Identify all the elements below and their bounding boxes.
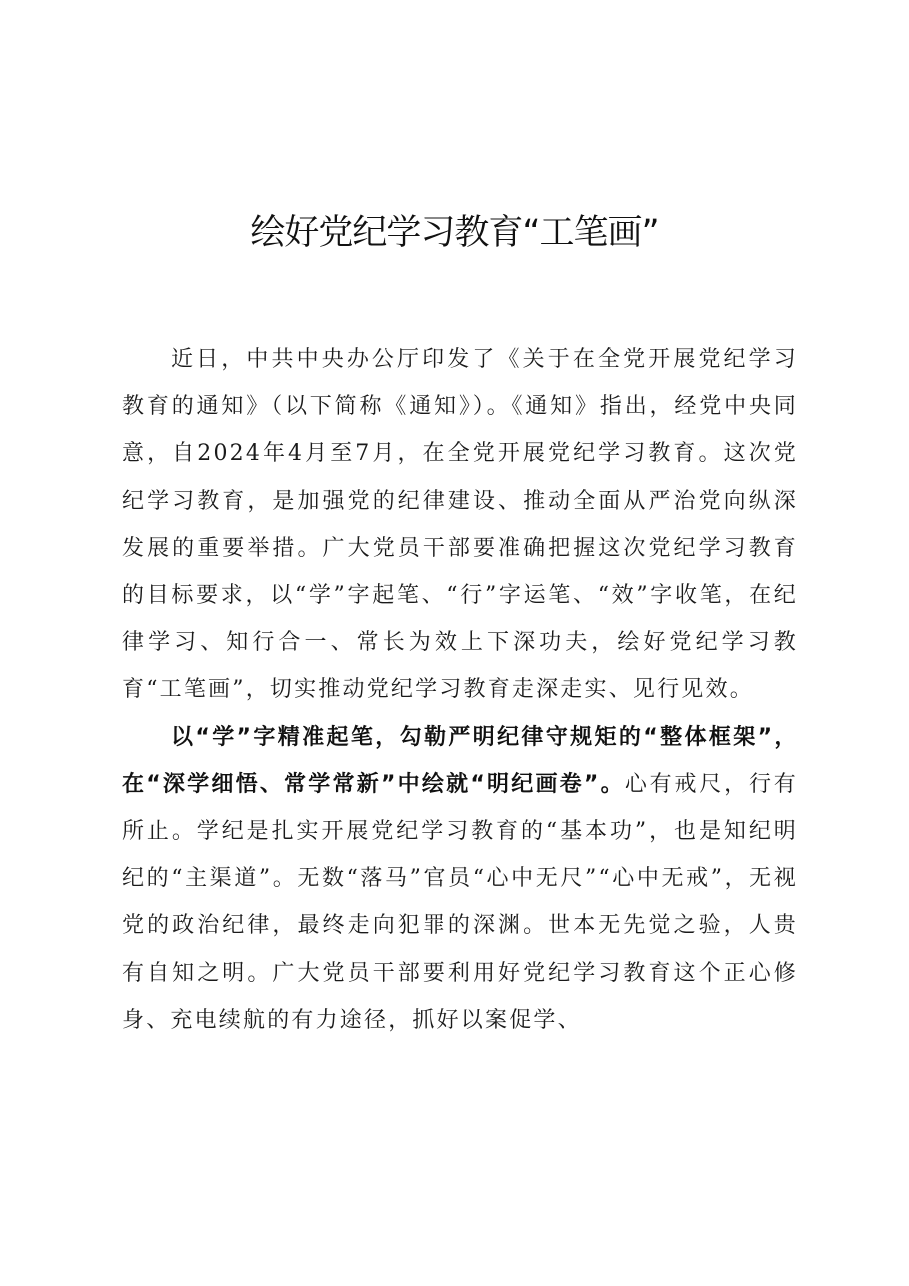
paragraph-2-lead: 以“学”字精准起笔，勾勒严明纪律守规矩的“整体框架”，在“深学细悟、常学常新”中绘就“明纪画卷”。 (122, 724, 798, 797)
paragraph-1: 近日，中共中央办公厅印发了《关于在全党开展党纪学习教育的通知》（以下简称《通知》）。《通知》指出，经党中央同意，自2024年4月至7月，在全党开展党纪学习教育。这次党纪学习教育，是加强党的纪律建设、推动全面从严治党向纵深发展的重要举措。广大党员干部要准确把握这次党纪学习教育的目标要求，以“学”字起笔、“行”字运笔、“效”字收笔，在纪律学习、知行合一、常长为效上下深功夫，绘好党纪学习教育“工笔画”，切实推动党纪学习教育走深走实、见行见效。 (122, 347, 798, 703)
document-title: 绘好党纪学习教育“工笔画” (250, 213, 659, 253)
paragraph-2-body: 心有戒尺，行有所止。学纪是扎实开展党纪学习教育的“基本功”，也是知纪明纪的“主渠道”。无数“落马”官员“心中无尺”“心中无戒”，无视党的政治纪律，最终走向犯罪的深渊。世本无先觉之验，人贵有自知之明。广大党员干部要利用好党纪学习教育这个正心修身、充电续航的有力途径，抓好以案促学、 (122, 771, 798, 1033)
document-body (122, 336, 798, 1044)
paragraph-2 (122, 714, 798, 1044)
